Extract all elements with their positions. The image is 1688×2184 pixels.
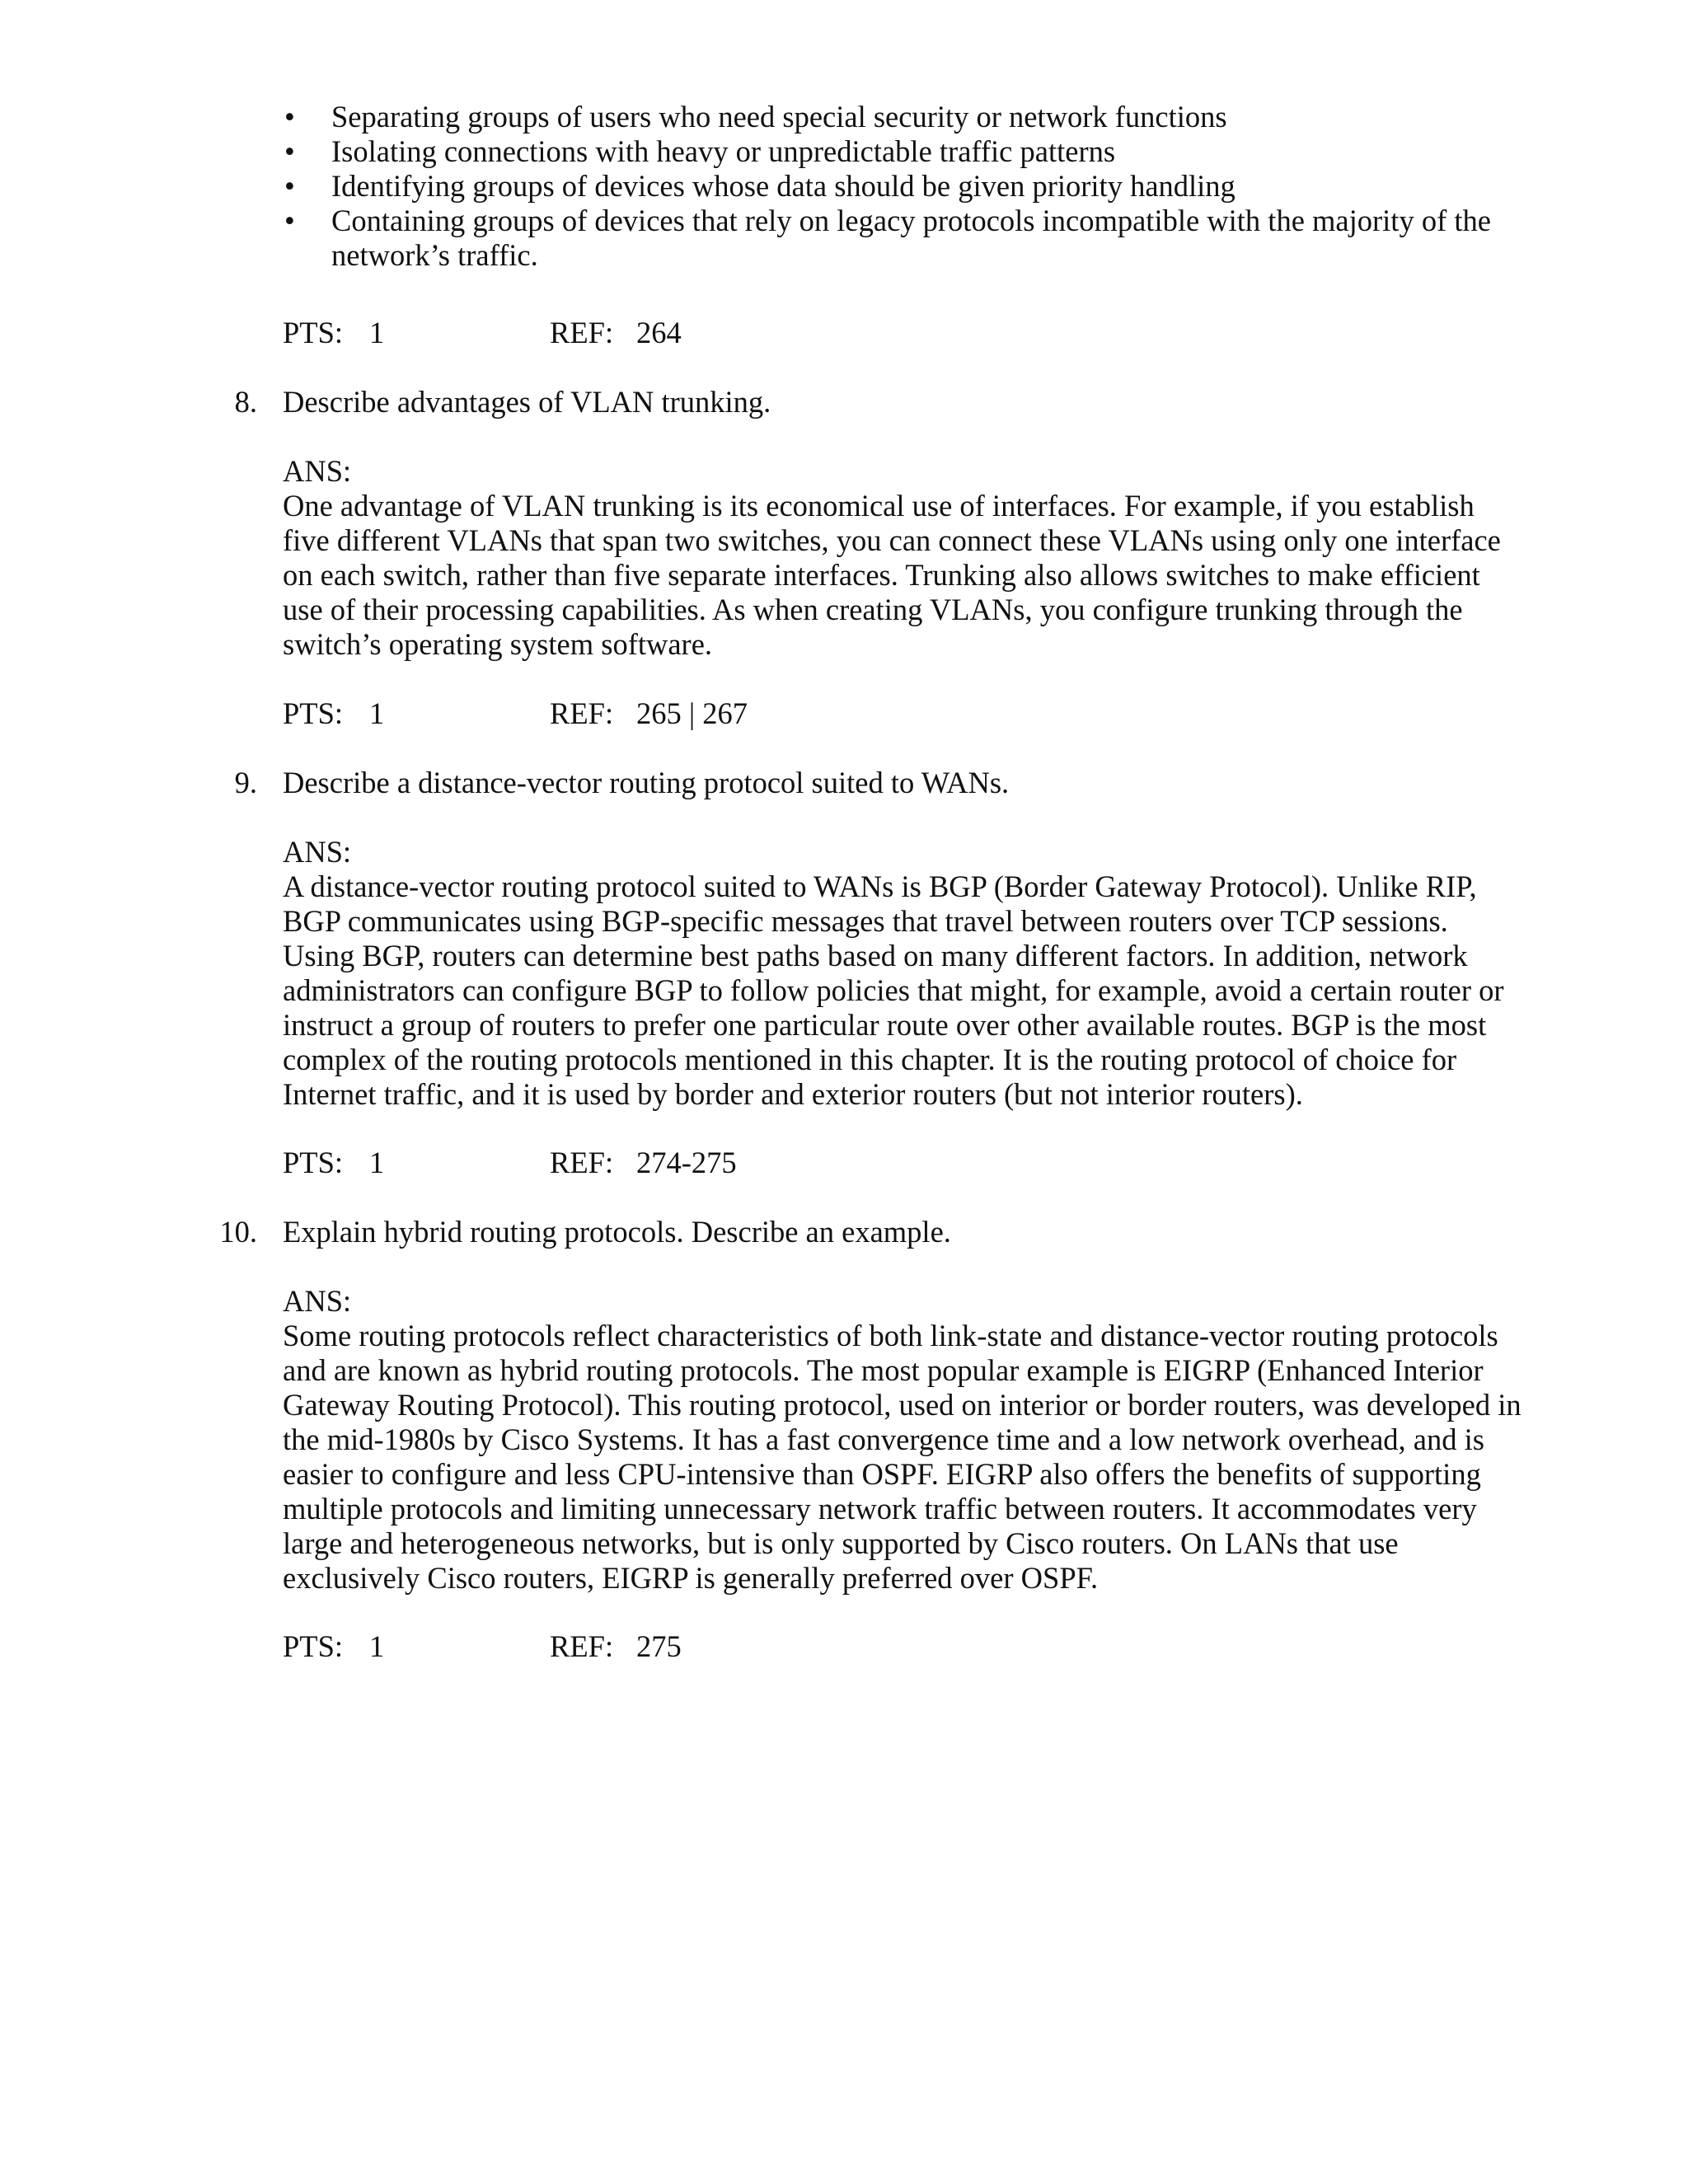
answer-line: Internet traffic, and it is used by border and exterior routers (but not interior routers). — [283, 1077, 1303, 1111]
pts-value: 1 — [369, 1146, 385, 1179]
bullet-icon: • — [284, 100, 295, 134]
question-number: 10. — [219, 1215, 257, 1249]
answer-line: use of their processing capabilities. As when creating VLANs, you configure trunking through the — [283, 593, 1463, 626]
question-text: Describe advantages of VLAN trunking. — [283, 385, 771, 419]
pts-label: PTS: — [283, 316, 344, 349]
bullet-item — [0, 134, 1526, 169]
question-number: 9. — [234, 766, 257, 799]
points-reference-row — [283, 1629, 682, 1664]
answer-block — [283, 835, 1536, 1112]
bullet-item — [0, 169, 1526, 204]
answer-label: ANS: — [283, 835, 352, 869]
answer-block — [283, 454, 1536, 662]
answer-label: ANS: — [283, 1284, 352, 1318]
bullet-icon: • — [284, 204, 295, 237]
question-text: Explain hybrid routing protocols. Describe an example. — [283, 1215, 951, 1249]
pts-label: PTS: — [283, 1629, 344, 1663]
answer-line: exclusively Cisco routers, EIGRP is generally preferred over OSPF. — [283, 1561, 1099, 1595]
answer-line: Some routing protocols reflect characteristics of both link-state and distance-vector routing protocols — [283, 1319, 1498, 1352]
answer-line: easier to configure and less CPU-intensive than OSPF. EIGRP also offers the benefits of supporting — [283, 1457, 1481, 1491]
bullet-icon: • — [284, 169, 295, 203]
answer-block — [283, 1284, 1536, 1596]
bullet-text: Containing groups of devices that rely on legacy protocols incompatible with the majority of the — [331, 204, 1491, 237]
points-reference-row — [283, 696, 748, 731]
answer-line: BGP communicates using BGP-specific messages that travel between routers over TCP sessions. — [283, 904, 1448, 938]
answer-line: switch’s operating system software. — [283, 627, 713, 661]
answer-label: ANS: — [283, 454, 352, 488]
bullet-text: Isolating connections with heavy or unpredictable traffic patterns — [331, 134, 1116, 168]
pts-value: 1 — [369, 316, 385, 349]
ref-label: REF: — [550, 1146, 614, 1179]
bullet-item — [0, 100, 1526, 134]
answer-line: instruct a group of routers to prefer one particular route over other available routes. BGP is the most — [283, 1008, 1487, 1042]
question-number: 8. — [234, 385, 257, 419]
question-text: Describe a distance-vector routing protocol suited to WANs. — [283, 766, 1010, 799]
answer-line: complex of the routing protocols mentioned in this chapter. It is the routing protocol of choice for — [283, 1043, 1457, 1076]
pts-value: 1 — [369, 1629, 385, 1663]
answer-line: and are known as hybrid routing protocols. The most popular example is EIGRP (Enhanced Interior — [283, 1353, 1484, 1387]
answer-line: A distance-vector routing protocol suited to WANs is BGP (Border Gateway Protocol). Unlike RIP, — [283, 869, 1477, 903]
ref-value: 275 — [636, 1629, 682, 1663]
bullet-text: Identifying groups of devices whose data should be given priority handling — [331, 169, 1236, 203]
answer-line: One advantage of VLAN trunking is its economical use of interfaces. For example, if you establish — [283, 489, 1475, 523]
answer-line: Gateway Routing Protocol). This routing protocol, used on interior or border routers, was developed in — [283, 1388, 1522, 1422]
pts-value: 1 — [369, 696, 385, 730]
points-reference-row — [283, 316, 682, 350]
answer-line: large and heterogeneous networks, but is only supported by Cisco routers. On LANs that use — [283, 1526, 1399, 1560]
points-reference-row — [283, 1146, 737, 1180]
ref-value: 265 | 267 — [636, 696, 748, 730]
bullet-text: network’s traffic. — [331, 238, 538, 272]
bullet-text: Separating groups of users who need special security or network functions — [331, 100, 1227, 134]
ref-label: REF: — [550, 1629, 614, 1663]
pts-label: PTS: — [283, 696, 344, 730]
ref-value: 274-275 — [636, 1146, 737, 1179]
ref-label: REF: — [550, 696, 614, 730]
answer-line: on each switch, rather than five separate interfaces. Trunking also allows switches to make efficient — [283, 558, 1480, 592]
ref-value: 264 — [636, 316, 682, 349]
answer-line: administrators can configure BGP to follow policies that might, for example, avoid a certain router or — [283, 973, 1504, 1007]
answer-line: the mid-1980s by Cisco Systems. It has a fast convergence time and a low network overhead, and is — [283, 1422, 1484, 1456]
answer-line: multiple protocols and limiting unnecessary network traffic between routers. It accommodates very — [283, 1492, 1477, 1526]
bullet-item — [0, 204, 1526, 273]
ref-label: REF: — [550, 316, 614, 349]
bullet-list — [0, 100, 1526, 273]
answer-line: five different VLANs that span two switches, you can connect these VLANs using only one interface — [283, 523, 1501, 557]
pts-label: PTS: — [283, 1146, 344, 1179]
bullet-icon: • — [284, 134, 295, 168]
answer-line: Using BGP, routers can determine best paths based on many different factors. In addition, network — [283, 939, 1468, 972]
